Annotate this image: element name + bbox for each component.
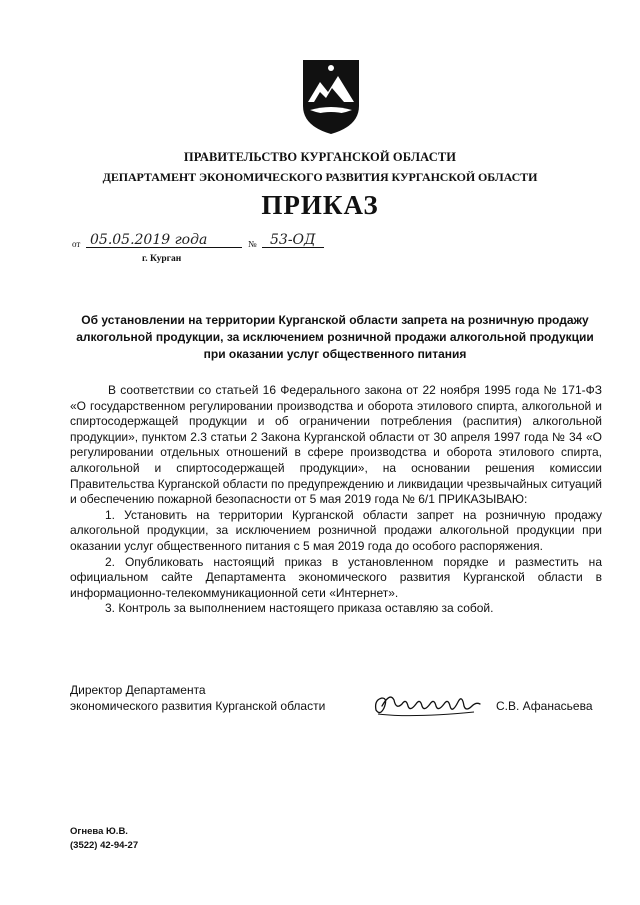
signatory-position-line-1: Директор Департамента bbox=[70, 683, 206, 697]
order-item-3: 3. Контроль за выполнением настоящего приказа оставляю за собой. bbox=[105, 601, 494, 616]
document-body bbox=[70, 383, 602, 617]
preamble-paragraph: В соответствии со статьей 16 Федерального закона от 22 ноября 1995 года № 171-ФЗ «О государственном регулировании производства и оборота этилового спирта, алкогольной и спиртосодержащей продукции и об ограничении потребления (распития) алкогольной продукции», пунктом 2.3 статьи 2 Закона Курганской области от 30 апреля 1997 года № 34 «О регулировании отдельных отношений в сфере производства и оборота этилового спирта, алкогольной и спиртосодержащей продукции», на основании решения комиссии Правительства Курганской области по предупреждению и ликвидации чрезвычайных ситуаций и обеспечению пожарной безопасности от 5 мая 2019 года № 6/1 ПРИКАЗЫВАЮ: bbox=[70, 383, 602, 507]
number-handwritten: 53-ОД bbox=[270, 232, 316, 248]
handwritten-signature bbox=[372, 688, 484, 720]
order-item-1: 1. Установить на территории Курганской области запрет на розничную продажу алкогольной продукции, за исключением розничной продажи алкогольной продукции при оказании услуг общественного питания с 5 мая 2019 года до особого распоряжения. bbox=[70, 507, 602, 553]
signatory-position-line-2: экономического развития Курганской области bbox=[70, 698, 326, 713]
signatory-name: С.В. Афанасьева bbox=[496, 699, 593, 713]
document-subject: Об установлении на территории Курганской области запрета на розничную продажу алкогольной продукции, за исключением розничной продажи алкогольной продукции при оказании услуг общественного питания bbox=[76, 313, 594, 361]
signatory-position bbox=[70, 683, 325, 714]
date-label: от bbox=[72, 239, 81, 249]
order-item-2: 2. Опубликовать настоящий приказ в установленном порядке и разместить на официальном сайте Департамента экономического развития Курганской области в информационно-телекоммуникационной сети «Интернет». bbox=[70, 554, 602, 600]
city-label: г. Курган bbox=[142, 254, 182, 264]
executor-contact bbox=[70, 825, 138, 853]
government-name: ПРАВИТЕЛЬСТВО КУРГАНСКОЙ ОБЛАСТИ bbox=[183, 150, 457, 164]
executor-phone: (3522) 42-94-27 bbox=[70, 840, 139, 851]
document-title: ПРИКАЗ bbox=[261, 190, 379, 220]
executor-name: Огнева Ю.В. bbox=[70, 826, 128, 837]
date-number-line bbox=[72, 233, 332, 251]
coat-of-arms-icon bbox=[300, 58, 362, 136]
department-name: ДЕПАРТАМЕНТ ЭКОНОМИЧЕСКОГО РАЗВИТИЯ КУРГАНСКОЙ ОБЛАСТИ bbox=[102, 170, 538, 184]
date-handwritten: 05.05.2019 года bbox=[90, 232, 208, 248]
number-label: № bbox=[248, 239, 257, 249]
